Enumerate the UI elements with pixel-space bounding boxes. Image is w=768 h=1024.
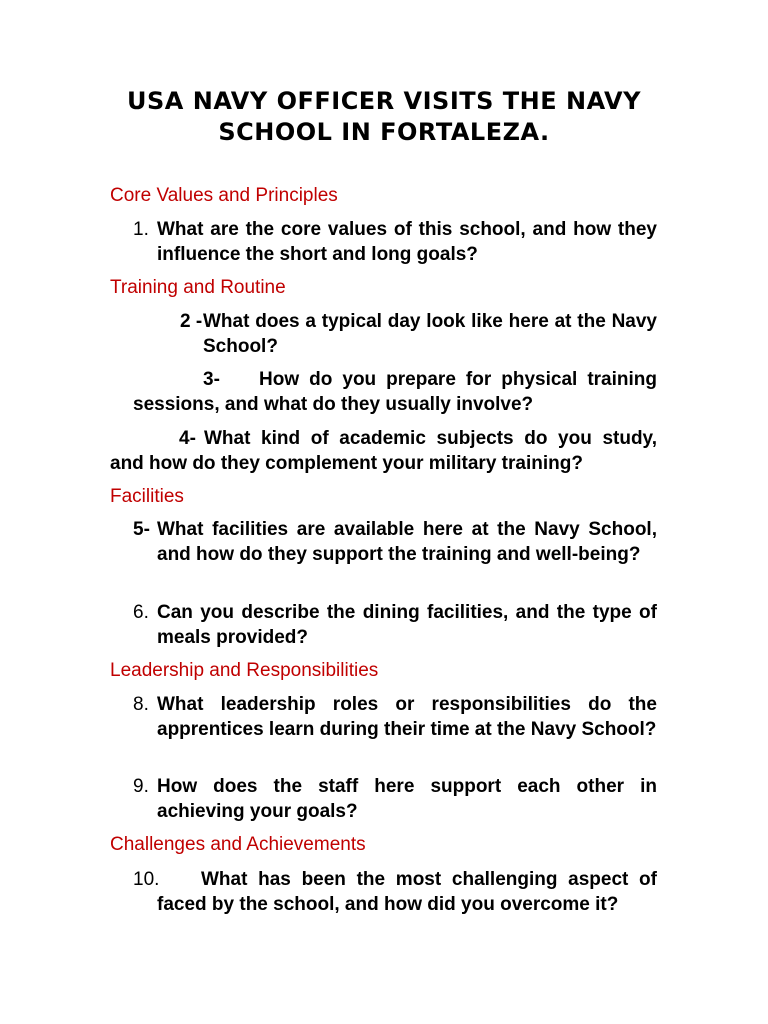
- section-heading-core-values: Core Values and Principles: [110, 185, 338, 206]
- question-number-6: 6.: [133, 602, 149, 623]
- section-heading-leadership: Leadership and Responsibilities: [110, 660, 379, 681]
- question-3: How do you prepare for physical training sessions, and what do they usually involve?: [133, 369, 657, 415]
- question-5: What facilities are available here at the Navy School, and how do they support the training and well-being?: [157, 519, 657, 565]
- section-heading-training: Training and Routine: [110, 277, 286, 298]
- question-10: What has been the most challenging aspect of faced by the school, and how did you overcome it?: [157, 869, 657, 915]
- section-heading-facilities: Facilities: [110, 486, 184, 507]
- question-9: How does the staff here support each other in achieving your goals?: [157, 776, 657, 822]
- question-number-3: 3-: [203, 369, 220, 390]
- question-number-10: 10.: [133, 869, 160, 890]
- section-heading-challenges: Challenges and Achievements: [110, 834, 366, 855]
- question-number-1: 1.: [133, 219, 149, 240]
- document-title: USA NAVY OFFICER VISITS THE NAVY SCHOOL IN FORTALEZA.: [127, 87, 641, 146]
- question-number-8: 8.: [133, 694, 149, 715]
- question-number-5: 5-: [133, 519, 150, 540]
- question-1: What are the core values of this school, and how they influence the short and long goals?: [157, 219, 657, 265]
- question-4: What kind of academic subjects do you study, and how do they complement your military training?: [110, 428, 657, 474]
- question-8: What leadership roles or responsibilities do the apprentices learn during their time at the Navy School?: [157, 694, 657, 740]
- question-number-9: 9.: [133, 776, 149, 797]
- question-number-2: 2 -: [180, 311, 203, 332]
- question-6: Can you describe the dining facilities, and the type of meals provided?: [157, 602, 657, 648]
- question-2: What does a typical day look like here at the Navy School?: [203, 311, 657, 357]
- question-number-4: 4-: [179, 428, 196, 449]
